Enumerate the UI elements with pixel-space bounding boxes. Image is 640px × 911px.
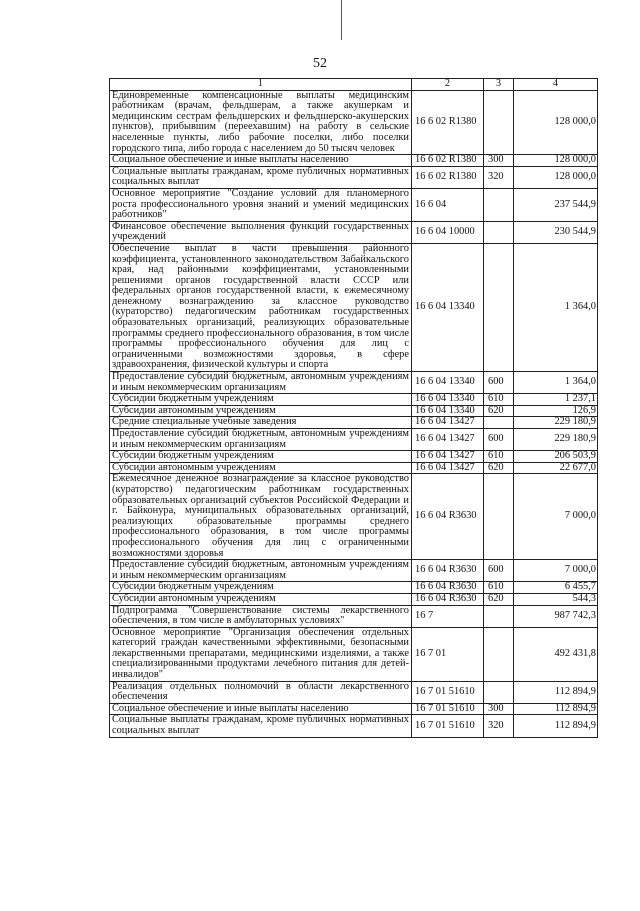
row-expense-type (484, 605, 514, 627)
budget-table (109, 78, 598, 738)
table-row (110, 155, 598, 167)
table-row (110, 394, 598, 406)
table-row (110, 243, 598, 371)
column-header-1: 1 (110, 79, 412, 91)
row-expense-type: 620 (484, 593, 514, 605)
row-description: Субсидии бюджетным учреждениям (110, 451, 412, 463)
table-row (110, 429, 598, 451)
column-header-2: 2 (412, 79, 484, 91)
table-row (110, 582, 598, 594)
row-expense-type: 300 (484, 155, 514, 167)
row-description: Социальное обеспечение и иные выплаты населению (110, 155, 412, 167)
row-amount: 1 364,0 (514, 372, 598, 394)
row-budget-code: 16 7 01 51610 (412, 703, 484, 715)
table-row (110, 372, 598, 394)
row-description: Социальное обеспечение и иные выплаты населению (110, 703, 412, 715)
row-amount: 229 180,9 (514, 429, 598, 451)
table-row (110, 560, 598, 582)
row-description: Единовременные компенсационные выплаты медицинским работникам (врачам, фельдшерам, а также акушеркам и медицинским сестрам фельдшерских и фельдшерско-акушерских пунктов), прибывшим (переехавшим) на работу в сельские населенные пункты, либо рабочие поселки, либо поселки городского типа, либо города с населением до 50 тысяч человек (110, 90, 412, 155)
row-amount: 230 544,9 (514, 221, 598, 243)
row-budget-code: 16 6 02 R1380 (412, 166, 484, 188)
row-description: Субсидии бюджетным учреждениям (110, 394, 412, 406)
table-row (110, 188, 598, 221)
row-expense-type (484, 90, 514, 155)
row-amount: 6 455,7 (514, 582, 598, 594)
row-expense-type (484, 417, 514, 429)
table-row (110, 451, 598, 463)
row-amount: 987 742,3 (514, 605, 598, 627)
row-amount: 128 000,0 (514, 166, 598, 188)
row-budget-code: 16 6 04 13340 (412, 372, 484, 394)
row-budget-code: 16 7 01 (412, 627, 484, 681)
row-amount: 544,3 (514, 593, 598, 605)
table-row (110, 90, 598, 155)
row-budget-code: 16 6 02 R1380 (412, 90, 484, 155)
row-description: Субсидии автономным учреждениям (110, 462, 412, 474)
row-description: Субсидии автономным учреждениям (110, 593, 412, 605)
table-row (110, 462, 598, 474)
row-amount: 112 894,9 (514, 681, 598, 703)
row-description: Субсидии бюджетным учреждениям (110, 582, 412, 594)
table-row (110, 605, 598, 627)
row-expense-type (484, 627, 514, 681)
row-amount: 1 237,1 (514, 394, 598, 406)
row-amount: 128 000,0 (514, 90, 598, 155)
table-row (110, 221, 598, 243)
row-expense-type: 620 (484, 462, 514, 474)
row-expense-type: 610 (484, 394, 514, 406)
table-header-row (110, 79, 598, 91)
row-expense-type (484, 221, 514, 243)
table-row (110, 703, 598, 715)
row-amount: 237 544,9 (514, 188, 598, 221)
row-budget-code: 16 6 04 13427 (412, 451, 484, 463)
table-row (110, 405, 598, 417)
row-budget-code: 16 6 04 R3630 (412, 474, 484, 560)
row-amount: 206 503,9 (514, 451, 598, 463)
row-expense-type: 610 (484, 582, 514, 594)
row-expense-type (484, 474, 514, 560)
row-description: Основное мероприятие "Организация обеспечения отдельных категорий граждан качественными эффективными, безопасными лекарственными препаратами, медицинскими изделиями, а также специализированными продуктами лечебного питания для детей-инвалидов" (110, 627, 412, 681)
row-description: Финансовое обеспечение выполнения функций государственных учреждений (110, 221, 412, 243)
row-expense-type (484, 188, 514, 221)
row-budget-code: 16 6 04 (412, 188, 484, 221)
table-row (110, 166, 598, 188)
row-description: Социальные выплаты гражданам, кроме публичных нормативных социальных выплат (110, 715, 412, 737)
row-description: Обеспечение выплат в части превышения районного коэффициента, установленного законодательством Забайкальского края, над районными коэффициентами, установленными решениями органов государственной власти СССР или федеральных органов государственной власти, к ежемесячному денежному вознаграждению за классное руководство (кураторство) педагогическим работникам государственных образовательных организаций, реализующих образовательные программы среднего профессионального образования, в том числе программы профессионального обучения для лиц с ограниченными возможностями здоровья, в сфере здравоохранения, физической культуры и спорта (110, 243, 412, 371)
table-row (110, 417, 598, 429)
row-description: Субсидии автономным учреждениям (110, 405, 412, 417)
row-amount: 229 180,9 (514, 417, 598, 429)
row-amount: 492 431,8 (514, 627, 598, 681)
column-header-3: 3 (484, 79, 514, 91)
row-budget-code: 16 6 04 R3630 (412, 560, 484, 582)
row-description: Предоставление субсидий бюджетным, автономным учреждениям и иным некоммерческим организациям (110, 372, 412, 394)
row-description: Реализация отдельных полномочий в области лекарственного обеспечения (110, 681, 412, 703)
row-budget-code: 16 7 (412, 605, 484, 627)
row-description: Основное мероприятие "Создание условий для планомерного роста профессионального уровня знаний и умений медицинских работников" (110, 188, 412, 221)
row-budget-code: 16 7 01 51610 (412, 715, 484, 737)
row-description: Социальные выплаты гражданам, кроме публичных нормативных социальных выплат (110, 166, 412, 188)
row-budget-code: 16 6 04 13427 (412, 462, 484, 474)
row-amount: 112 894,9 (514, 703, 598, 715)
row-expense-type: 620 (484, 405, 514, 417)
table-row (110, 681, 598, 703)
row-amount: 1 364,0 (514, 243, 598, 371)
row-budget-code: 16 6 04 13427 (412, 417, 484, 429)
row-amount: 112 894,9 (514, 715, 598, 737)
row-budget-code: 16 7 01 51610 (412, 681, 484, 703)
row-description: Подпрограмма "Совершенствование системы лекарственного обеспечения, в том числе в амбулаторных условиях" (110, 605, 412, 627)
row-expense-type: 600 (484, 372, 514, 394)
table-row (110, 474, 598, 560)
row-expense-type: 600 (484, 429, 514, 451)
scan-fold-line (341, 0, 342, 40)
table-body (110, 79, 598, 738)
page-number: 52 (313, 56, 327, 71)
row-amount: 128 000,0 (514, 155, 598, 167)
row-amount: 7 000,0 (514, 560, 598, 582)
row-budget-code: 16 6 04 13340 (412, 405, 484, 417)
row-amount: 126,9 (514, 405, 598, 417)
row-description: Ежемесячное денежное вознаграждение за классное руководство (кураторство) педагогическим работникам государственных образовательных организаций субъектов Российской Федерации и г. Байконура, муниципальных образовательных организаций, реализующих образовательные программы среднего профессионального образования, в том числе программы профессионального обучения для лиц с ограниченными возможностями здоровья (110, 474, 412, 560)
row-budget-code: 16 6 04 R3630 (412, 593, 484, 605)
row-expense-type (484, 681, 514, 703)
column-header-4: 4 (514, 79, 598, 91)
table-row (110, 593, 598, 605)
row-expense-type: 320 (484, 715, 514, 737)
row-expense-type: 600 (484, 560, 514, 582)
row-description: Предоставление субсидий бюджетным, автономным учреждениям и иным некоммерческим организациям (110, 429, 412, 451)
row-budget-code: 16 6 04 10000 (412, 221, 484, 243)
row-budget-code: 16 6 04 13340 (412, 243, 484, 371)
table-row (110, 627, 598, 681)
row-expense-type: 320 (484, 166, 514, 188)
row-budget-code: 16 6 02 R1380 (412, 155, 484, 167)
row-budget-code: 16 6 04 R3630 (412, 582, 484, 594)
row-expense-type (484, 243, 514, 371)
row-budget-code: 16 6 04 13340 (412, 394, 484, 406)
row-description: Средние специальные учебные заведения (110, 417, 412, 429)
row-amount: 7 000,0 (514, 474, 598, 560)
row-amount: 22 677,0 (514, 462, 598, 474)
table-row (110, 715, 598, 737)
row-budget-code: 16 6 04 13427 (412, 429, 484, 451)
row-expense-type: 610 (484, 451, 514, 463)
row-description: Предоставление субсидий бюджетным, автономным учреждениям и иным некоммерческим организациям (110, 560, 412, 582)
row-expense-type: 300 (484, 703, 514, 715)
